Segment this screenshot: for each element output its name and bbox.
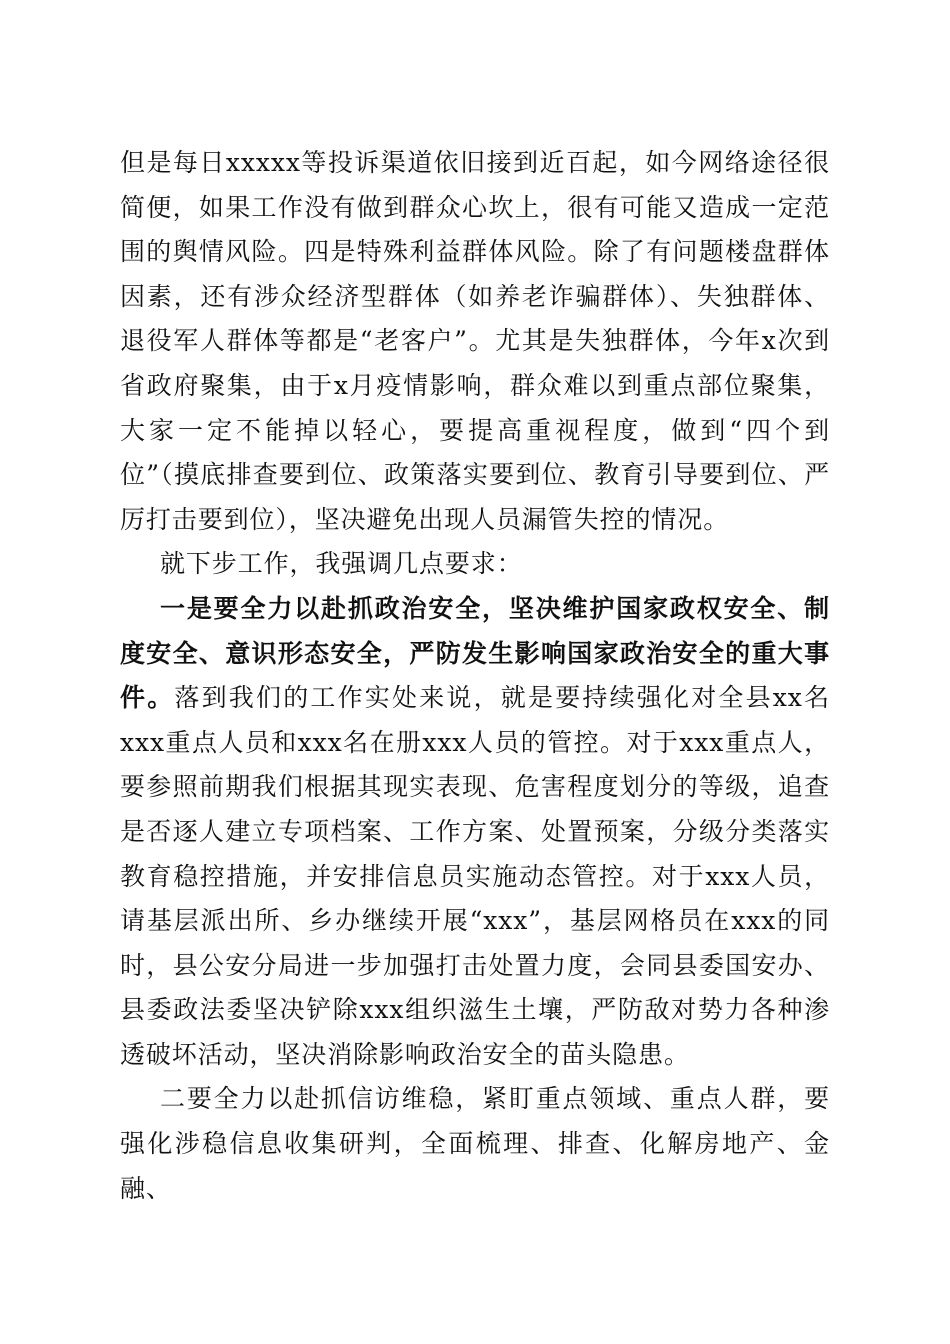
document-body <box>120 141 830 1211</box>
paragraph-requirements-intro: 就下步工作，我强调几点要求： <box>160 549 523 579</box>
paragraph-petition-stability: 二要全力以赴抓信访维稳，紧盯重点领域、重点人群，要强化涉稳信息收集研判，全面梳理、排查、化解房地产、金融、 <box>120 1084 830 1203</box>
paragraph-political-security <box>120 587 830 1078</box>
paragraph-heading-bold: 一是要全力以赴抓政治安全，坚决维护国家政权安全、制度安全、意识形态安全，严防发生影响国家政治安全的重大事件。 <box>120 593 830 713</box>
paragraph-body-text: 落到我们的工作实处来说，就是要持续强化对全县xx名xxx重点人员和xxx名在册xxx人员的管控。对于xxx重点人，要参照前期我们根据其现实表现、危害程度划分的等级，追查是否逐人建立专项档案、工作方案、处置预案，分级分类落实教育稳控措施，并安排信息员实施动态管控。对于xxx人员，请基层派出所、乡办继续开展“xxx”，基层网格员在xxx的同时，县公安分局进一步加强打击处置力度，会同县委国安办、县委政法委坚决铲除xxx组织滋生土壤，严防敌对势力各种渗透破坏活动，坚决消除影响政治安全的苗头隐患。 <box>120 683 830 1069</box>
paragraph-continuation: 但是每日xxxxx等投诉渠道依旧接到近百起，如今网络途径很简便，如果工作没有做到群众心坎上，很有可能又造成一定范围的舆情风险。四是特殊利益群体风险。除了有问题楼盘群体因素，还有涉众经济型群体（如养老诈骗群体）、失独群体、退役军人群体等都是“老客户”。尤其是失独群体，今年x次到省政府聚集，由于x月疫情影响，群众难以到重点部位聚集，大家一定不能掉以轻心，要提高重视程度，做到“四个到位”（摸底排查要到位、政策落实要到位、教育引导要到位、严厉打击要到位），坚决避免出现人员漏管失控的情况。 <box>120 148 830 534</box>
